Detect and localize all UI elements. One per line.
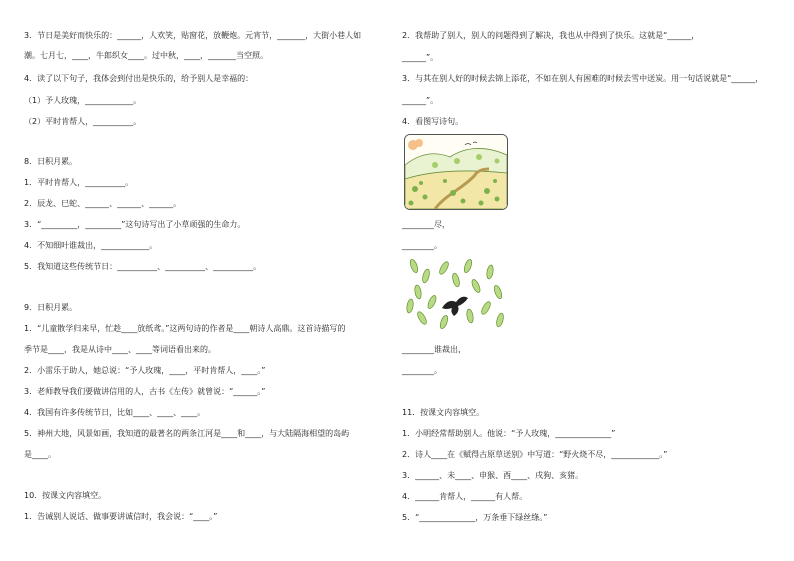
right-q3-line-a: 3．与其在别人好的时候去锦上添花，不如在别人有困难的时候去雪中送炭。用一句话说就是“______， [402, 74, 764, 83]
right-q4-title: 4．看图写诗句。 [402, 117, 464, 126]
poem-line-4: ________。 [402, 366, 442, 375]
section-9-item-3: 3．老师教导我们要做讲信用的人，古书《左传》就曾说：“______。” [24, 387, 266, 396]
section-9-item-2: 2．小雷乐于助人，她总说：“予人玫瑰，____，平时肯帮人，____。” [24, 366, 266, 375]
section-9-item-4: 4．我国有许多传统节日，比如____、____、____。 [24, 408, 206, 417]
section-11-item-4: 4．______肯帮人，______有人帮。 [402, 492, 528, 501]
section-8-item-1: 1．平时肯帮人，__________。 [24, 178, 134, 187]
section-11-item-2: 2．诗人____在《赋得古原草送别》中写道：“野火烧不尽，____________。” [402, 450, 668, 459]
section-8-item-2: 2．辰龙、巳蛇、______、______、______。 [24, 199, 182, 208]
section-9-title: 9．日积月累。 [24, 303, 78, 312]
willow-illustration [404, 256, 508, 334]
section-11-item-1: 1．小明经常帮助别人。他说：“予人玫瑰，______________” [402, 429, 616, 438]
grassland-illustration [404, 134, 508, 210]
q3-line-2: 潮。七月七，____，牛郎织女____。过中秋，____，_______当空照。 [24, 51, 268, 60]
section-9-item-5a: 5．神州大地，风景如画，我知道的最著名的两条江河是____和____，与大陆隔海相望的岛屿 [24, 429, 350, 438]
section-8-title: 8．日积月累。 [24, 157, 78, 166]
right-q3-line-b: ______”。 [402, 96, 439, 105]
poem-line-3: ________谁裁出， [402, 345, 466, 354]
poem-line-2: ________。 [402, 241, 442, 250]
right-column [402, 0, 772, 561]
grassland-picture [405, 135, 507, 209]
willow-swallow-picture [404, 256, 508, 334]
section-9-item-1b: 季节是____，我是从诗中____、____等词语看出来的。 [24, 345, 216, 354]
left-column [24, 0, 392, 561]
section-10-item-1: 1．告诫别人说话、做事要讲诚信时，我会说：“____。” [24, 512, 218, 521]
section-11-item-3: 3．______、未____、申猴、酉____、戌狗、亥猪。 [402, 471, 584, 480]
section-9-item-1a: 1．“儿童散学归来早，忙趁____放纸鸢。”这两句诗的作者是____朝诗人高鼎。这首诗描写的 [24, 324, 346, 333]
poem-line-1: ________尽， [402, 220, 450, 229]
right-q2-line-b: ______”。 [402, 53, 439, 62]
section-11-title: 11．按课文内容填空。 [402, 408, 485, 417]
q3-line-1: 3．节日是美好而快乐的：______，人欢笑，贴窗花，放鞭炮。元宵节，_______，大街小巷人如 [24, 31, 362, 40]
q4-item-1: （1）予人玫瑰，____________。 [24, 96, 142, 105]
section-8-item-4: 4．不知细叶谁裁出，____________。 [24, 241, 158, 250]
q4-item-2: （2）平时肯帮人，__________。 [24, 117, 142, 126]
right-q2-line-a: 2．我帮助了别人，别人的问题得到了解决，我也从中得到了快乐。这就是“______， [402, 31, 700, 40]
section-8-item-3: 3．“_________，_________”这句诗写出了小草顽强的生命力。 [24, 220, 246, 229]
section-10-title: 10．按课文内容填空。 [24, 491, 107, 500]
section-8-item-5: 5．我知道这些传统节日：__________、__________、__________。 [24, 262, 262, 271]
q4-line-1: 4．读了以下句子，我体会到付出是快乐的，给予别人是幸福的： [24, 74, 254, 83]
section-9-item-5b: 是____。 [24, 450, 56, 459]
section-11-item-5: 5．“______________，万条垂下绿丝绦。” [402, 513, 548, 522]
